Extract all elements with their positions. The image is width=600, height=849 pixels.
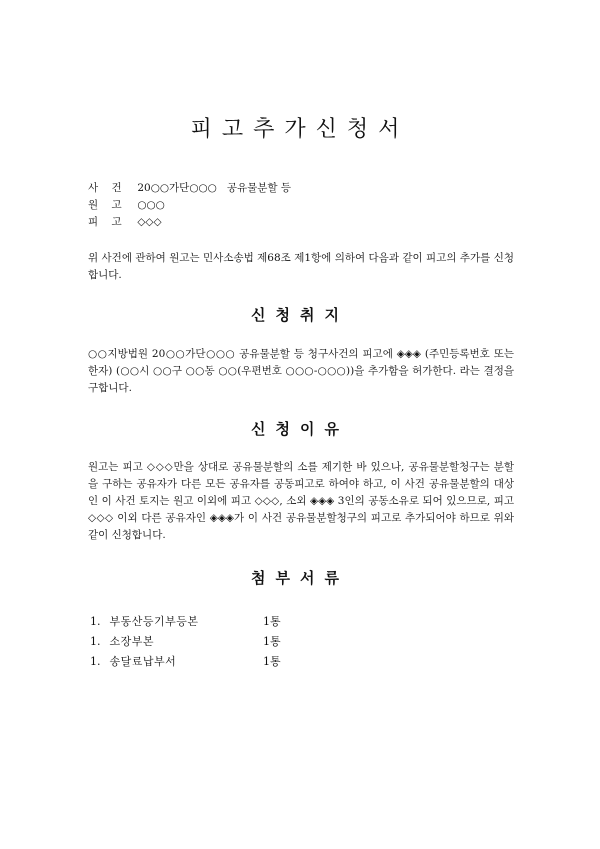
attachments-list [90,612,281,672]
case-info-label: 사 건 [88,182,122,194]
reason-paragraph: 원고는 피고 ◇◇◇만을 상대로 공유물분할의 소를 제기한 바 있으나, 공유물분할청구는 분할을 구하는 공유자가 다른 모든 공유자를 공동피고로 하여야 하고, 이 사건 공유물분할의 대상인 이 사건 토지는 원고 이외에 피고 ◇◇◇, 소외 ◈◈◈ 3인의 공동소유로 되어 있으므로, 피고 ◇◇◇ 이외 다른 공유자인 ◈◈◈가 이 사건 공유물분할청구의 피고로 추가되어야 하므로 위와 같이 신청합니다. [88,461,514,541]
case-info-row-case [88,180,291,197]
attachment-item [90,632,281,652]
attachment-quantity: 1통 [263,655,281,668]
case-info-row-plaintiff [88,197,291,214]
attachment-item [90,652,281,672]
intro-paragraph: 위 사건에 관하여 원고는 민사소송법 제68조 제1항에 의하여 다음과 같이 피고의 추가를 신청합니다. [88,252,514,281]
section-heading-purpose: 신청취지 [251,306,349,324]
case-info-value: ◇◇◇ [137,216,162,228]
case-info-label: 원 고 [88,199,122,211]
attachment-number: 1. [90,655,101,668]
case-info-value: 20○○가단○○○ 공유물분할 등 [137,182,292,194]
attachment-number: 1. [90,615,101,628]
section-heading-attachments: 첨부서류 [251,569,349,587]
attachment-number: 1. [90,635,101,648]
case-info-row-defendant [88,214,291,231]
purpose-paragraph: ○○지방법원 20○○가단○○○ 공유물분할 등 청구사건의 피고에 ◈◈◈ (주민등록번호 또는 한자) (○○시 ○○구 ○○동 ○○(우편번호 ○○○-○○○))을 추가함을 허가한다. 라는 결정을 구합니다. [88,348,514,394]
attachment-quantity: 1통 [263,635,281,648]
case-info-value: ○○○ [137,199,165,211]
attachment-name: 소장부본 [109,635,155,648]
case-info-label: 피 고 [88,216,122,228]
case-info [88,180,291,231]
attachment-item [90,612,281,632]
attachment-name: 부동산등기부등본 [109,615,199,628]
document-title: 피고추가신청서 [190,117,410,142]
attachment-name: 송달료납부서 [109,655,177,668]
section-heading-reason: 신청이유 [251,420,349,438]
attachment-quantity: 1통 [263,615,281,628]
